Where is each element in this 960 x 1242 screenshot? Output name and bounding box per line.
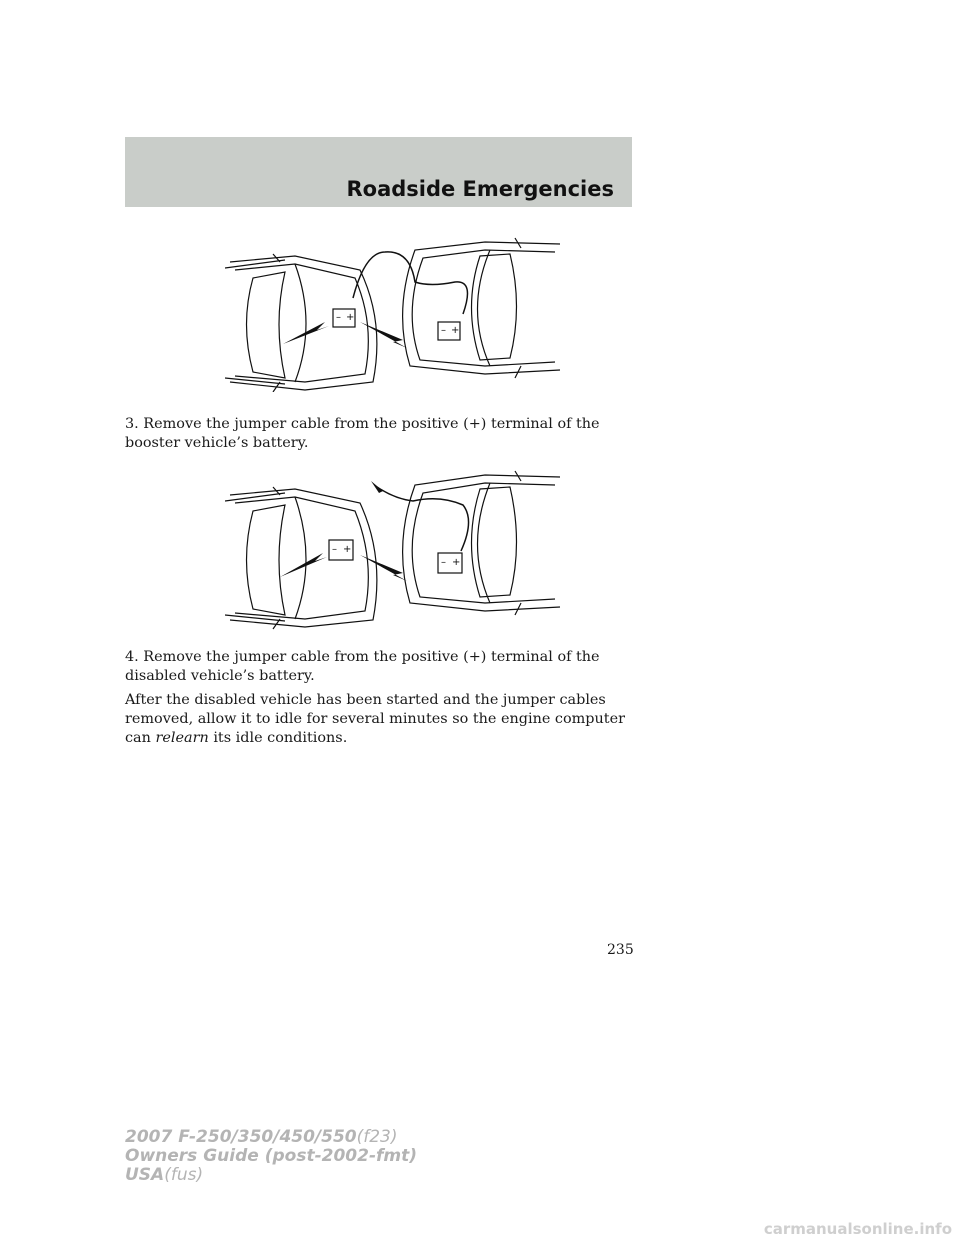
footer-region: USA <box>125 1165 165 1185</box>
footer-model-code: (f23) <box>356 1127 398 1147</box>
vehicles-illustration <box>225 232 565 392</box>
battery-right-icon <box>438 322 460 340</box>
spark-bolt-left-icon <box>280 553 327 577</box>
footer-guide: Owners Guide (post-2002-fmt) <box>125 1146 418 1166</box>
closing-text-end: its idle conditions. <box>213 730 348 746</box>
svg-text:–: – <box>441 557 446 568</box>
battery-left-icon <box>333 309 355 327</box>
vehicles-illustration <box>225 465 565 635</box>
footer-region-code: (fus) <box>164 1165 204 1185</box>
booster-vehicle-outline <box>403 238 560 378</box>
svg-text:+: + <box>343 544 352 555</box>
svg-text:+: + <box>452 557 461 568</box>
document-footer <box>125 1128 417 1185</box>
section-header-bar <box>125 137 632 207</box>
booster-vehicle-outline <box>403 471 560 615</box>
section-title: Roadside Emergencies <box>346 177 614 201</box>
svg-text:–: – <box>332 544 337 555</box>
disabled-vehicle-outline <box>225 487 377 629</box>
jump-start-figure-1 <box>225 232 565 392</box>
closing-paragraph <box>125 691 645 748</box>
relearn-emphasis: relearn <box>155 730 209 746</box>
closing-text: After the disabled vehicle has been started and the jumper cables removed, allow it to idle for several minutes so the engine computer can <box>125 692 625 746</box>
watermark: carmanualsonline.info <box>763 1220 952 1238</box>
jumper-cable <box>377 487 469 551</box>
step-4-text: 4. Remove the jumper cable from the positive (+) terminal of the disabled vehicle’s battery. <box>125 649 600 684</box>
svg-text:+: + <box>451 325 460 336</box>
svg-text:–: – <box>441 325 446 336</box>
battery-left-icon <box>329 540 353 560</box>
svg-text:+: + <box>346 312 355 323</box>
jump-start-figure-2 <box>225 465 565 635</box>
cable-clamp-icon <box>371 481 383 493</box>
footer-model: 2007 F-250/350/450/550 <box>125 1127 357 1147</box>
jumper-cable <box>353 252 468 314</box>
step-3-text: 3. Remove the jumper cable from the positive (+) terminal of the booster vehicle’s battery. <box>125 416 600 451</box>
page-number: 235 <box>607 942 634 958</box>
spark-bolt-right-icon <box>360 322 407 348</box>
battery-right-icon <box>438 553 462 573</box>
svg-text:–: – <box>336 312 341 323</box>
